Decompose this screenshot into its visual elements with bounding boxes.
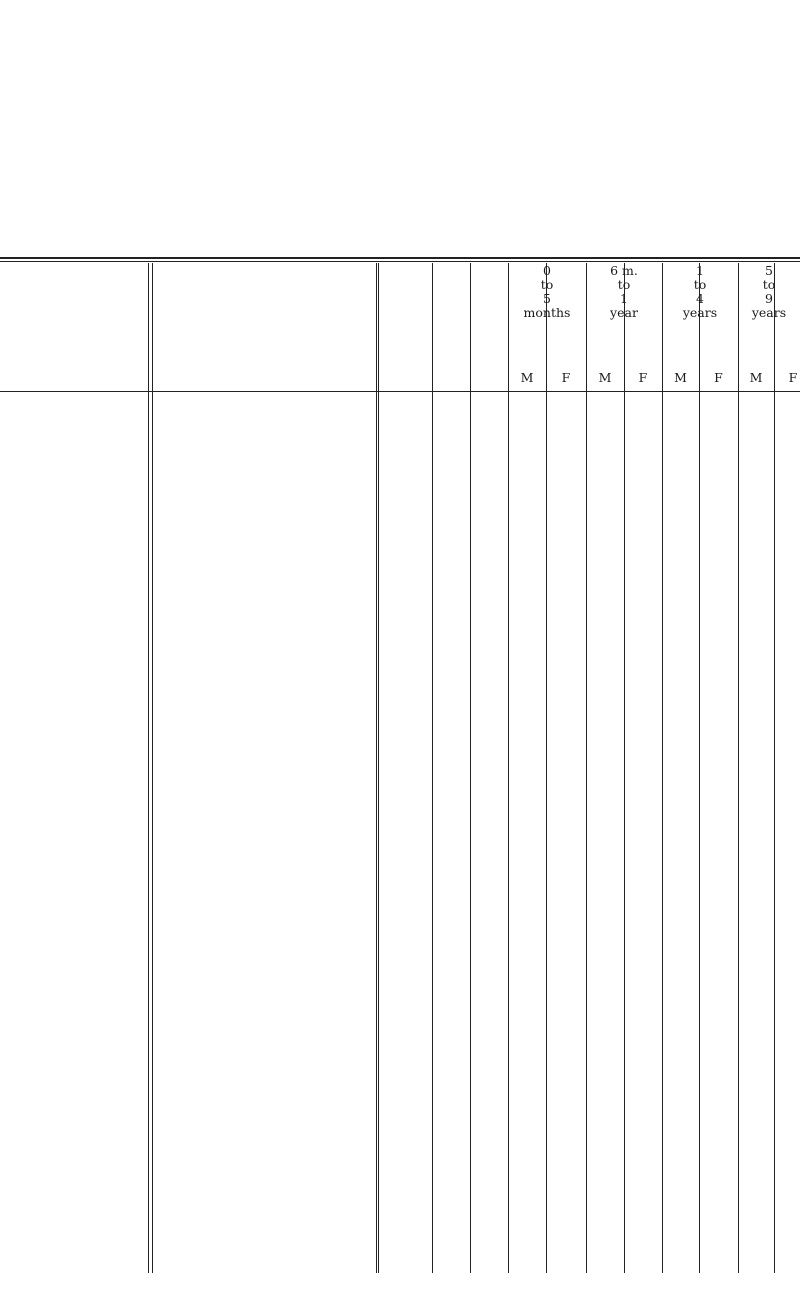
header-age-group: 6 m. to 1 year — [610, 263, 638, 320]
header-sub-m: M — [749, 370, 763, 385]
column-divider — [586, 263, 587, 1273]
column-divider — [546, 263, 547, 1273]
top-rule — [0, 257, 800, 259]
column-divider — [662, 263, 663, 1273]
header-age-group: 0 to 5 months — [523, 263, 571, 320]
header-sub-f: F — [561, 370, 571, 385]
header-sub-m: M — [674, 370, 687, 385]
header-sub-f: F — [788, 370, 798, 385]
column-divider — [378, 263, 379, 1273]
column-divider — [148, 263, 149, 1273]
column-divider — [470, 263, 471, 1273]
column-divider — [152, 263, 153, 1273]
column-divider — [699, 263, 700, 1273]
top-rule-thin — [0, 261, 800, 262]
header-sub-f: F — [714, 370, 723, 385]
column-divider — [508, 263, 509, 1273]
column-divider — [376, 263, 377, 1273]
header-sub-f: F — [638, 370, 648, 385]
column-divider — [774, 263, 775, 1273]
header-sub-m: M — [520, 370, 534, 385]
column-divider — [432, 263, 433, 1273]
column-divider — [738, 263, 739, 1273]
header-sub-m: M — [598, 370, 612, 385]
header-age-group: 5 to 9 years — [751, 263, 787, 320]
header-rule — [0, 391, 800, 392]
header-age-group: 1 to 4 years — [682, 263, 718, 320]
column-divider — [624, 263, 625, 1273]
